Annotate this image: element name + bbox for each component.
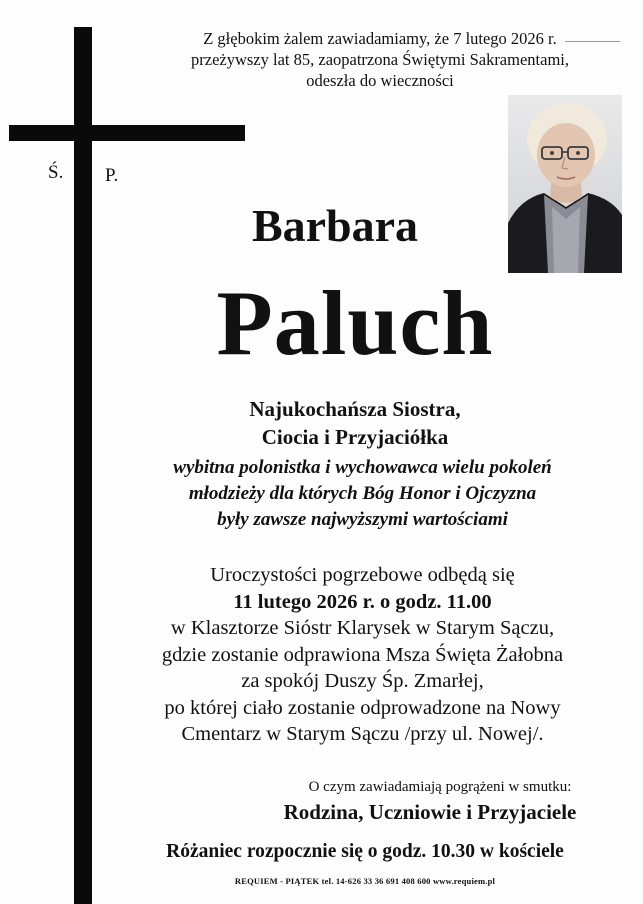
intro-line: przeżywszy lat 85, zaopatrzona Świętymi Sakramentami,	[191, 50, 569, 69]
ceremony-line: Uroczystości pogrzebowe odbędą się	[210, 564, 515, 586]
relation-text	[110, 395, 600, 451]
portrait-image	[508, 95, 622, 273]
ceremony-details	[100, 562, 625, 748]
first-name: Barbara	[251, 200, 419, 251]
cross-vertical-bar	[74, 27, 92, 904]
relation-line: Najukochańsza Siostra,	[249, 397, 461, 421]
ceremony-date: 11 lutego 2026 r. o godz. 11.00	[233, 590, 492, 613]
ceremony-line: za spokój Duszy Śp. Zmarłej,	[241, 670, 484, 692]
description-text	[100, 455, 625, 533]
rosary-notice: Różaniec rozpocznie się o godz. 10.30 w kościele	[166, 841, 564, 862]
surname: Paluch	[216, 272, 494, 374]
intro-line: Z głębokim żalem zawiadamiamy, że 7 lutego 2026 r.	[203, 29, 557, 48]
ceremony-line: po której ciało zostanie odprowadzone na Nowy	[164, 696, 561, 719]
initial-p: P.	[105, 165, 119, 186]
ceremony-line: w Klasztorze Sióstr Klarysek w Starym Sączu,	[170, 617, 555, 639]
cross-horizontal-bar	[9, 125, 245, 141]
mourners: Rodzina, Uczniowie i Przyjaciele	[283, 800, 577, 824]
description-line: młodzieży dla których Bóg Honor i Ojczyzna	[188, 483, 537, 504]
intro-line: odeszła do wieczności	[306, 71, 454, 90]
description-line: były zawsze najwyższymi wartościami	[217, 509, 508, 530]
funeral-home-footer: REQUIEM - PIĄTEK tel. 14-626 33 36 691 408 600 www.requiem.pl	[234, 876, 496, 886]
intro-text	[120, 28, 640, 91]
relation-line: Ciocia i Przyjaciółka	[261, 425, 449, 449]
closing-text: O czym zawiadamiają pogrążeni w smutku:	[308, 779, 572, 795]
deceased-portrait	[508, 95, 622, 273]
description-line: wybitna polonistka i wychowawca wielu pokoleń	[173, 457, 552, 478]
ceremony-line: gdzie zostanie odprawiona Msza Święta Żałobna	[161, 643, 564, 666]
initial-s: Ś.	[48, 162, 64, 183]
ceremony-line: Cmentarz w Starym Sączu /przy ul. Nowej/.	[181, 723, 544, 745]
